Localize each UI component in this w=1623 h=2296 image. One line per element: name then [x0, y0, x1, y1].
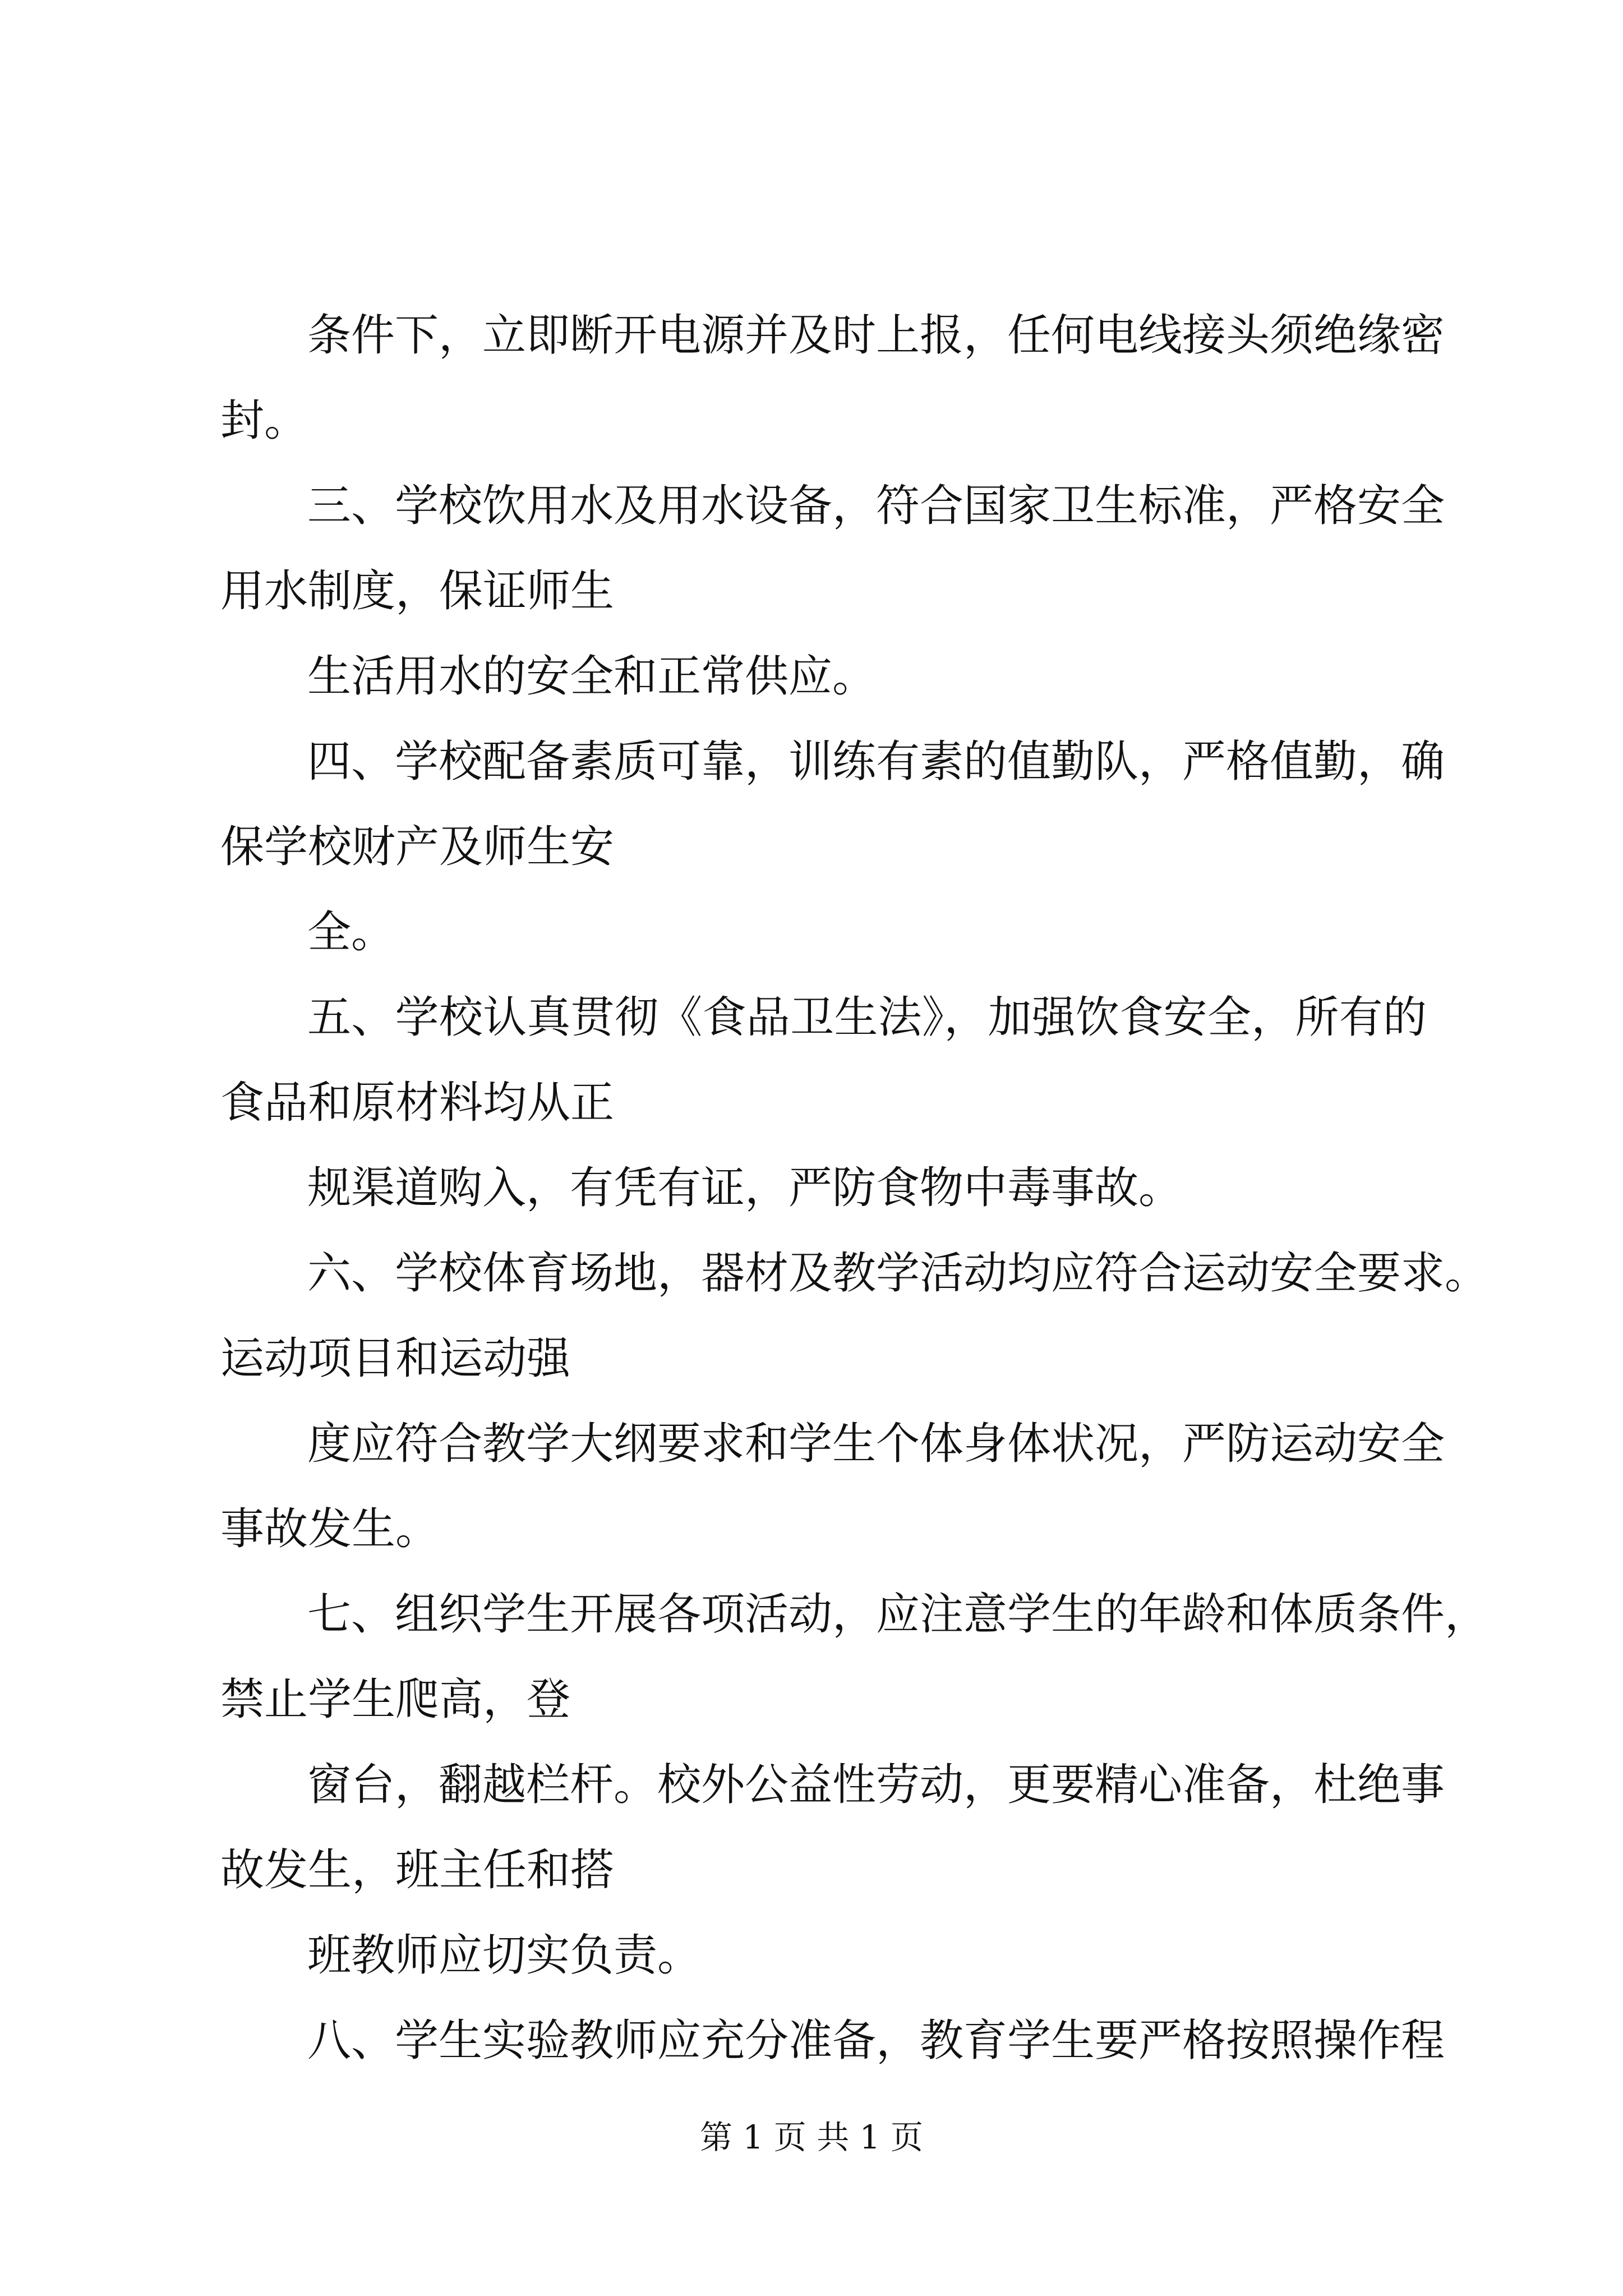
text-line: 三、学校饮用水及用水设备，符合国家卫生标准，严格安全	[307, 481, 1445, 531]
text-line: 七、组织学生开展各项活动，应注意学生的年龄和体质条件，	[307, 1589, 1489, 1640]
text-line: 运动项目和运动强	[220, 1333, 571, 1384]
text-line: 事故发生。	[220, 1504, 440, 1554]
text-line: 用水制度，保证师生	[220, 566, 615, 616]
text-line: 窗台，翻越栏杆。校外公益性劳动，更要精心准备，杜绝事	[307, 1760, 1445, 1810]
text-line: 班教师应切实负责。	[307, 1930, 702, 1981]
text-line: 六、学校体育场地，器材及教学活动均应符合运动安全要求。	[307, 1248, 1489, 1299]
text-line: 禁止学生爬高，登	[220, 1674, 571, 1725]
text-line: 八、学生实验教师应充分准备，教育学生要严格按照操作程	[307, 2016, 1445, 2066]
text-line: 条件下，立即断开电源并及时上报，任何电线接头须绝缘密	[307, 310, 1445, 361]
text-line: 规渠道购入，有凭有证，严防食物中毒事故。	[307, 1163, 1183, 1213]
text-line: 五、学校认真贯彻《食品卫生法》，加强饮食安全，所有的	[307, 992, 1427, 1043]
text-line: 故发生，班主任和搭	[220, 1845, 615, 1895]
text-line: 四、学校配备素质可靠，训练有素的值勤队，严格值勤，确	[307, 737, 1445, 787]
page-footer: 第 1 页 共 1 页	[700, 2118, 923, 2156]
text-line: 封。	[220, 395, 308, 446]
text-line: 保学校财产及师生安	[220, 822, 615, 872]
text-line: 度应符合教学大纲要求和学生个体身体状况，严防运动安全	[307, 1419, 1445, 1469]
text-line: 全。	[307, 907, 395, 958]
text-line: 生活用水的安全和正常供应。	[307, 651, 877, 702]
text-line: 食品和原材料均从正	[220, 1078, 615, 1128]
